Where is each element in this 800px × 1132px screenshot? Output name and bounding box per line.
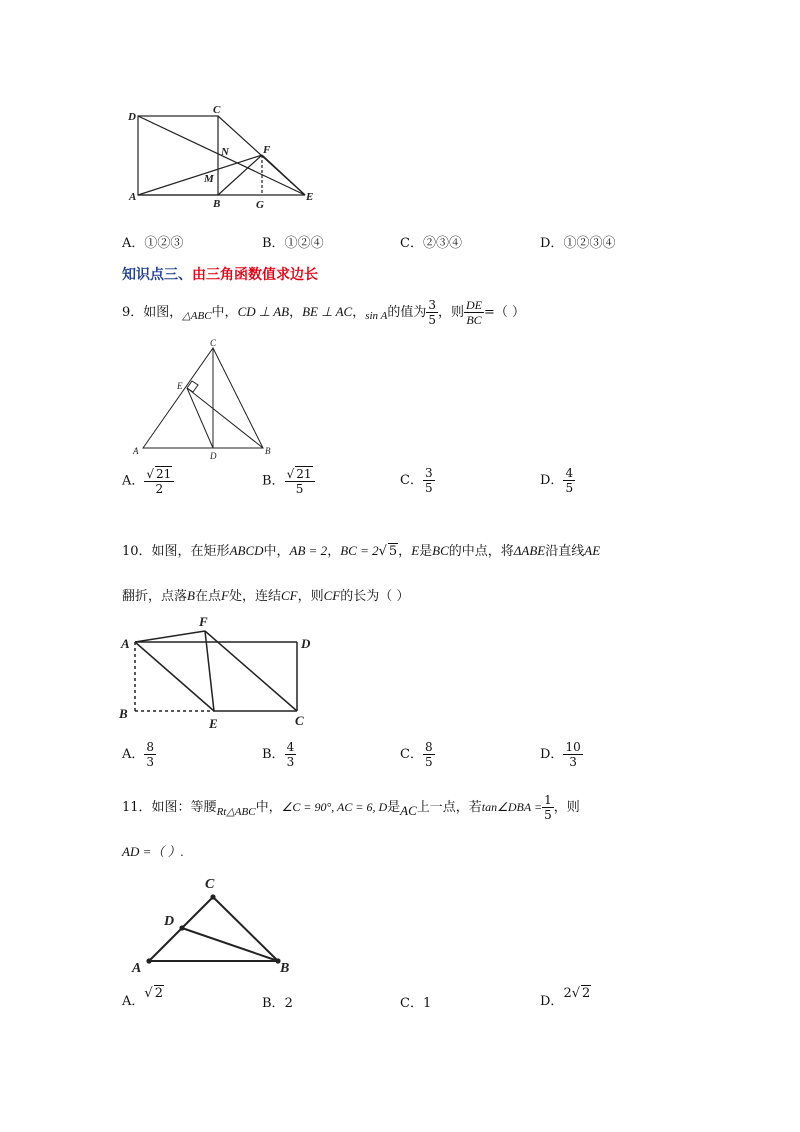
q10-option-b-den: 3 [286,755,295,769]
q10-e: E [411,543,420,558]
q10-cf-2: CF [323,588,341,603]
q8-option-a-letter: A． [122,236,145,251]
q8-option-b-letter: B． [262,236,285,251]
q10-label-f: F [199,614,208,629]
q8-label-d: D [128,111,136,123]
q10-line2-text-2: 在点 [194,589,221,604]
q11-condition: ∠C = 90°, AC = 6, D [281,800,388,814]
q8-option-a [122,232,183,251]
q9-text-1: 如图， [143,305,183,320]
q9-option-b [262,466,315,496]
q11-option-a-rad: 2 [154,986,163,1001]
q10-option-a [122,740,156,769]
q10-option-c-den: 5 [424,755,433,769]
q9-label-a: A [133,446,139,456]
q8-option-b [262,232,324,251]
q9-comma-1: ， [289,305,303,320]
q10-bc: BC [432,543,449,558]
q8-option-d [540,232,615,251]
q10-cf: CF [280,588,298,603]
q10-option-c-frac [423,740,435,769]
q9-figure [125,336,285,464]
q9-label-c: C [210,338,217,348]
q11-text-2: 中， [255,800,282,815]
q9-option-d-letter: D． [540,473,564,488]
q10-triangle: ΔABE [513,543,546,558]
q8-option-d-value: ①②③④ [563,236,616,251]
q10-text-4: 的中点，将 [448,544,514,559]
q10-option-d-num: 10 [565,740,581,754]
q11-option-a-root-sign: √ 2 [144,986,163,1001]
q10-text-2: 中， [263,544,290,559]
q9-option-b-frac [285,466,315,496]
q11-option-c-value: 1 [422,996,432,1011]
section-prefix: 知识点三、 [122,267,192,283]
q10-option-c-letter: C． [400,747,423,762]
q11-option-a-letter: A． [122,994,145,1009]
q10-root-sign: √ [378,544,387,559]
q11-option-a [122,986,164,1009]
q10-number: 10． [122,544,152,559]
q10-option-a-den: 3 [146,755,155,769]
q10-comma-2: ， [398,544,412,559]
q9-option-d-den: 5 [565,481,574,495]
q11-fraction [542,793,554,822]
q10-bc-rad: 5 [388,544,398,559]
q10-option-d-frac [563,740,582,769]
q10-comma-1: ， [327,544,341,559]
q10-label-b: B [119,706,128,721]
q10-f: F [220,588,229,603]
q9-option-b-root-sign: √ [286,467,295,481]
q11-ac: AC [400,803,417,818]
q11-option-d-rad: 2 [582,986,591,1001]
q8-option-c [400,232,462,251]
q9-text-5: =（ ） [484,305,526,320]
q8-label-b: B [213,198,221,210]
q11-label-d: D [164,914,175,929]
q10-option-d-letter: D． [540,747,564,762]
q9-option-b-den: 5 [295,482,304,496]
q10-rect: ABCD [229,543,264,558]
q11-text-4: 上一点，若 [416,800,482,815]
q8-label-g: G [256,199,264,211]
q10-option-b [262,740,296,769]
q8-option-c-letter: C． [400,236,423,251]
q9-label-e: E [177,381,183,391]
q10-label-c: C [295,713,304,728]
q8-option-c-value: ②③④ [422,236,462,251]
q10-line2-text-1: 翻折，点落 [122,589,188,604]
q9-text-3: 的值为 [387,305,427,320]
q9-ratio-num: DE [466,298,482,312]
q9-option-d-frac [563,466,575,495]
q9-cond-1: CD ⊥ AB [237,304,290,319]
q10-label-a: A [121,636,130,651]
q10-option-b-frac [285,740,297,769]
q8-label-a: A [129,191,137,203]
q9-option-d [540,466,575,495]
q11-option-d-letter: D． [540,994,564,1009]
q9-option-a-letter: A． [122,473,145,489]
q11-label-b: B [280,961,290,976]
q10-label-d: D [301,636,311,651]
q9-option-c-den: 5 [424,481,433,495]
q11-number: 11． [122,800,152,815]
q11-option-b-value: 2 [284,996,293,1011]
q9-option-d-num: 4 [565,466,574,480]
q9-option-c-frac [423,466,435,495]
q10-text-1: 如图，在矩形 [151,544,230,559]
q10-ae: AE [584,543,601,558]
q9-option-c [400,466,435,495]
q10-option-a-num: 8 [146,740,155,754]
q10-line2-text-3: 处，连结 [228,589,281,604]
q11-text-5: ，则 [553,800,580,815]
q9-triangle: △ABC [182,310,212,322]
q8-option-d-letter: D． [540,236,564,251]
q9-option-a-root-sign: √ [146,467,155,481]
q11-frac-den: 5 [544,808,552,822]
q9-option-c-num: 3 [424,466,433,480]
q8-label-m: M [204,173,214,185]
q10-option-a-letter: A． [122,747,145,762]
q11-rt: Rt△ABC [216,806,256,818]
q10-stem-line-2 [122,585,409,604]
q9-fraction [426,298,438,327]
q11-option-c-letter: C． [400,996,423,1011]
q10-option-c [400,740,435,769]
q9-frac-num: 3 [428,298,436,312]
q8-label-c: C [213,104,221,116]
q11-line2: AD =（ ）. [122,844,184,859]
q11-option-d-expr: 2√ 2 [563,986,591,1001]
q10-stem-line-1 [122,540,600,559]
q10-text-5: 沿直线 [545,544,585,559]
q9-label-d: D [210,451,217,461]
q11-option-d-pre: 2 [563,986,572,1001]
q11-frac-num: 1 [544,793,552,807]
q10-option-d-den: 3 [569,755,577,769]
q9-option-a [122,466,174,496]
q8-option-a-value: ①②③ [144,236,184,251]
q10-line2-text-5: 的长为（ ） [340,589,410,604]
q11-figure [120,872,310,978]
q9-option-b-letter: B． [262,473,285,489]
q9-stem [122,296,525,332]
q8-label-f: F [263,144,271,156]
q10-bc-pre: BC = 2 [340,543,379,558]
q11-option-c [400,992,431,1011]
q11-option-d [540,986,591,1009]
q10-option-b-num: 4 [286,740,295,754]
q9-comma-2: ， [352,305,366,320]
q9-option-c-letter: C． [400,473,423,488]
q8-figure [120,100,320,212]
q9-ratio-den: BC [466,313,482,327]
q11-tan: tan∠DBA = [481,800,543,814]
q11-stem-line-1 [122,791,580,828]
q9-text-4: ，则 [437,305,464,320]
q10-option-c-num: 8 [424,740,433,754]
q9-option-a-frac [144,466,174,496]
q10-line2-text-4: ，则 [297,589,324,604]
q8-label-e: E [306,191,314,203]
q9-ratio [464,298,484,327]
q11-text-1: 如图：等腰 [151,800,217,815]
q9-option-a-rad: 21 [156,467,172,481]
q11-option-b [262,992,293,1011]
q9-option-a-den: 2 [155,482,164,496]
q9-text-2: 中， [211,305,238,320]
q11-text-3: 是 [387,800,401,815]
q11-label-c: C [205,877,215,892]
section-title: 由三角函数值求边长 [192,267,318,283]
q11-label-a: A [132,961,142,976]
q9-cond-2: BE ⊥ AC [302,304,353,319]
section-heading [122,264,318,284]
q9-label-b: B [265,446,271,456]
q10-option-a-frac [144,740,156,769]
q10-option-d [540,740,583,769]
q10-ab: AB = 2 [289,543,328,558]
q8-option-b-value: ①②④ [284,236,324,251]
q10-option-b-letter: B． [262,747,285,762]
q9-sin: sin A [365,310,388,322]
q10-figure [115,612,325,732]
q11-option-b-letter: B． [262,996,285,1011]
q9-number: 9． [122,305,144,320]
q11-stem-line-2 [122,841,184,860]
q9-frac-den: 5 [428,313,436,327]
q9-option-b-rad: 21 [296,467,312,481]
q10-b: B [187,588,195,603]
q10-label-e: E [209,716,218,731]
q8-label-n: N [221,146,229,158]
q10-text-3: 是 [419,544,433,559]
